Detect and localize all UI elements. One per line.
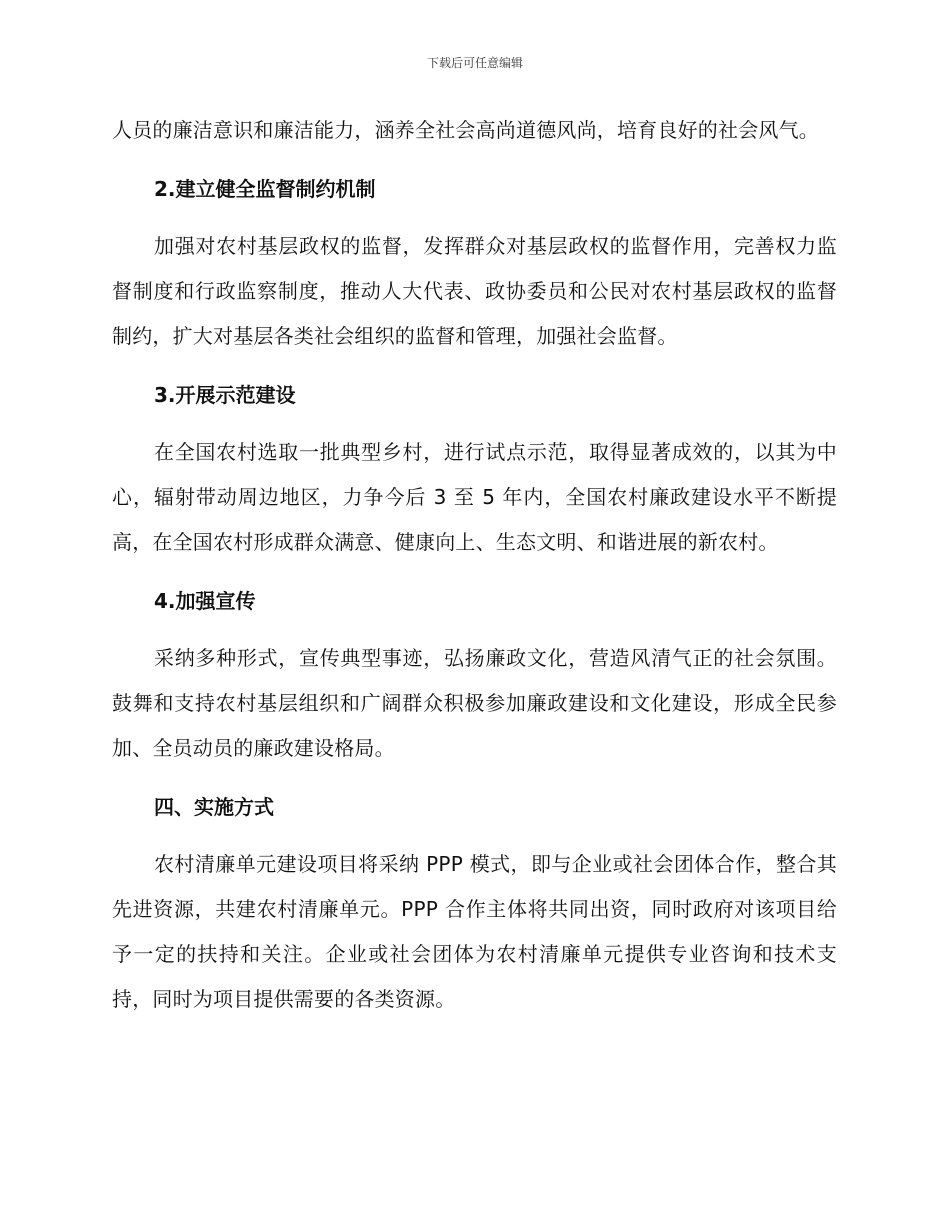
section-heading-supervision: 2.建立健全监督制约机制 [154, 177, 376, 201]
paragraph-demonstration: 在全国农村选取一批典型乡村，进行试点示范，取得显著成效的，以其为中心，辐射带动周边地区，力争今后 3 至 5 年内，全国农村廉政建设水平不断提高，在全国农村形成群众满意、健康向上、生态文明、和谐进展的新农村。 [112, 440, 837, 554]
document-body [112, 108, 837, 1022]
paragraph-publicity: 采纳多种形式，宣传典型事迹，弘扬廉政文化，营造风清气正的社会氛围。鼓舞和支持农村基层组织和广阔群众积极参加廉政建设和文化建设，形成全民参加、全员动员的廉政建设格局。 [112, 646, 837, 760]
paragraph-implementation: 农村清廉单元建设项目将采纳 PPP 模式，即与企业或社会团体合作，整合其先进资源，共建农村清廉单元。PPP 合作主体将共同出资，同时政府对该项目给予一定的扶持和关注。企业或社会团体为农村清廉单元提供专业咨询和技术支持，同时为项目提供需要的各类资源。 [112, 852, 837, 1011]
section-heading-implementation: 四、实施方式 [154, 795, 274, 819]
paragraph-continuation: 人员的廉洁意识和廉洁能力，涵养全社会高尚道德风尚，培育良好的社会风气。 [112, 118, 819, 142]
section-heading-demonstration: 3.开展示范建设 [154, 383, 296, 407]
section-heading-publicity: 4.加强宣传 [154, 589, 256, 613]
header-note: 下载后可任意编辑 [426, 56, 523, 70]
paragraph-supervision: 加强对农村基层政权的监督，发挥群众对基层政权的监督作用，完善权力监督制度和行政监察制度，推动人大代表、政协委员和公民对农村基层政权的监督制约，扩大对基层各类社会组织的监督和管理，加强社会监督。 [112, 234, 837, 348]
